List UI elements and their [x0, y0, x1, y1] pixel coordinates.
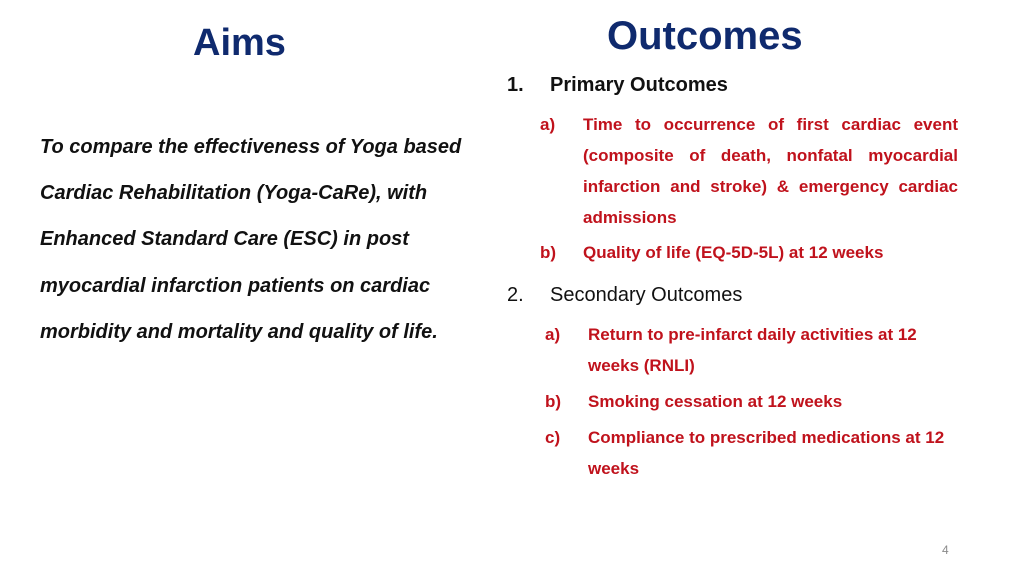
primary-outcome-item [540, 237, 960, 268]
outcomes-title: Outcomes [607, 14, 803, 58]
page-number: 4 [942, 543, 949, 557]
list-item-text: Quality of life (EQ-5D-5L) at 12 weeks [583, 243, 884, 262]
secondary-outcome-item [545, 386, 960, 417]
list-marker: c) [545, 428, 561, 447]
list-item-text: Smoking cessation at 12 weeks [588, 392, 843, 411]
list-marker: a) [540, 115, 556, 134]
secondary-outcomes-label: Secondary Outcomes [550, 284, 743, 306]
primary-outcomes-label: Primary Outcomes [550, 74, 728, 96]
list-item-text: Compliance to prescribed medications at 12 weeks [588, 428, 945, 478]
secondary-outcomes-number: 2. [507, 284, 524, 306]
list-item-text: Time to occurrence of first cardiac event (composite of death, nonfatal myocardial infarction and stroke) & emergency cardiac admissions [583, 115, 958, 227]
aims-title: Aims [193, 22, 286, 64]
list-marker: a) [545, 325, 561, 344]
primary-outcome-item [540, 109, 960, 233]
primary-outcomes-number: 1. [507, 74, 524, 96]
list-item-text: Return to pre-infarct daily activities at 12 weeks (RNLI) [588, 325, 917, 375]
aims-description: To compare the effectiveness of Yoga based Cardiac Rehabilitation (Yoga-CaRe), with Enhanced Standard Care (ESC) in post myocardial infarction patients on cardiac morbidity and mortality and quality of life. [40, 136, 462, 343]
list-marker: b) [540, 243, 557, 262]
list-marker: b) [545, 392, 562, 411]
secondary-outcome-item [545, 422, 960, 484]
secondary-outcome-item [545, 319, 960, 381]
